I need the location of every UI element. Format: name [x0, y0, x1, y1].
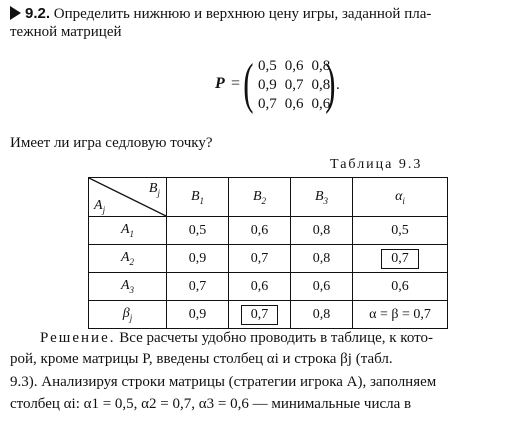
matrix-equals: = — [231, 75, 241, 92]
matrix-cell: 0,5 — [258, 58, 277, 74]
matrix-cell: 0,7 — [258, 96, 277, 112]
matrix-end: . — [336, 77, 340, 93]
solution-line-2: рой, кроме матрицы P, введены столбец αi и строка βj (табл. — [10, 351, 393, 367]
task-line-2: тежной матрицей — [10, 24, 122, 40]
table-cell: 0,6 — [229, 217, 291, 245]
matrix-cell: 0,7 — [284, 77, 304, 93]
task-line-1 — [10, 4, 515, 24]
row-label: $A_2$ — [89, 245, 167, 273]
table-cell: 0,6 — [291, 273, 353, 301]
table-cell: α = β = 0,7 — [353, 301, 448, 329]
table-cell: 0,7 — [167, 273, 229, 301]
matrix-cell: 0,6 — [284, 96, 304, 112]
table-cell: 0,6 — [229, 273, 291, 301]
table-row — [89, 217, 448, 245]
matrix-cell: 0,8 — [311, 77, 331, 93]
solution-word: Решение. — [40, 330, 116, 346]
left-paren: ( — [243, 53, 254, 115]
boxed-value: 0,7 — [241, 305, 279, 325]
table-cell: 0,9 — [167, 245, 229, 273]
solution-line-3: 9.3). Анализируя строки матрицы (стратегии игрока A), заполняем — [10, 374, 437, 390]
header-b3: $B_3$ — [291, 178, 353, 217]
table-row — [89, 245, 448, 273]
payoff-matrix — [215, 55, 345, 117]
table-cell — [229, 301, 291, 329]
right-paren: ) — [325, 53, 336, 115]
table-cell: 0,9 — [167, 301, 229, 329]
row-label: $A_1$ — [89, 217, 167, 245]
task-text-line-1: Определить нижнюю и верхнюю цену игры, заданной пла- — [53, 6, 432, 22]
table-cell: 0,6 — [353, 273, 448, 301]
table-cell: 0,5 — [353, 217, 448, 245]
matrix-cell: 0,6 — [284, 58, 304, 74]
header-b2: $B_2$ — [229, 178, 291, 217]
row-label: $\beta_j$ — [89, 301, 167, 329]
game-table — [88, 177, 448, 329]
table-cell: 0,7 — [229, 245, 291, 273]
table-row — [89, 301, 448, 329]
matrix-label: P — [215, 75, 225, 92]
solution-line-1 — [10, 329, 515, 348]
table-row — [89, 273, 448, 301]
matrix-cell: 0,8 — [311, 58, 331, 74]
table-cell: 0,8 — [291, 301, 353, 329]
table-cell — [353, 245, 448, 273]
corner-top-label: $B_j$ — [148, 181, 160, 198]
solution-text: Все расчеты удобно проводить в таблице, к кото- — [119, 330, 433, 346]
corner-bottom-label: $A_j$ — [94, 198, 106, 215]
task-number: 9.2. — [25, 5, 51, 22]
question: Имеет ли игра седловую точку? — [10, 135, 213, 151]
play-triangle-icon — [10, 6, 21, 20]
matrix-cell: 0,9 — [258, 77, 277, 93]
header-alpha: $\alpha_i$ — [353, 178, 448, 217]
table-cell: 0,5 — [167, 217, 229, 245]
row-label: $A_3$ — [89, 273, 167, 301]
table-cell: 0,8 — [291, 217, 353, 245]
corner-cell — [89, 178, 167, 217]
matrix-grid — [254, 57, 334, 114]
matrix-cell: 0,6 — [311, 96, 331, 112]
table-caption: Таблица 9.3 — [330, 157, 423, 172]
table-cell: 0,8 — [291, 245, 353, 273]
header-b1: $B_1$ — [167, 178, 229, 217]
solution-line-4: столбец αi: α1 = 0,5, α2 = 0,7, α3 = 0,6 — минимальные числа в — [10, 396, 412, 412]
boxed-value: 0,7 — [381, 249, 419, 269]
